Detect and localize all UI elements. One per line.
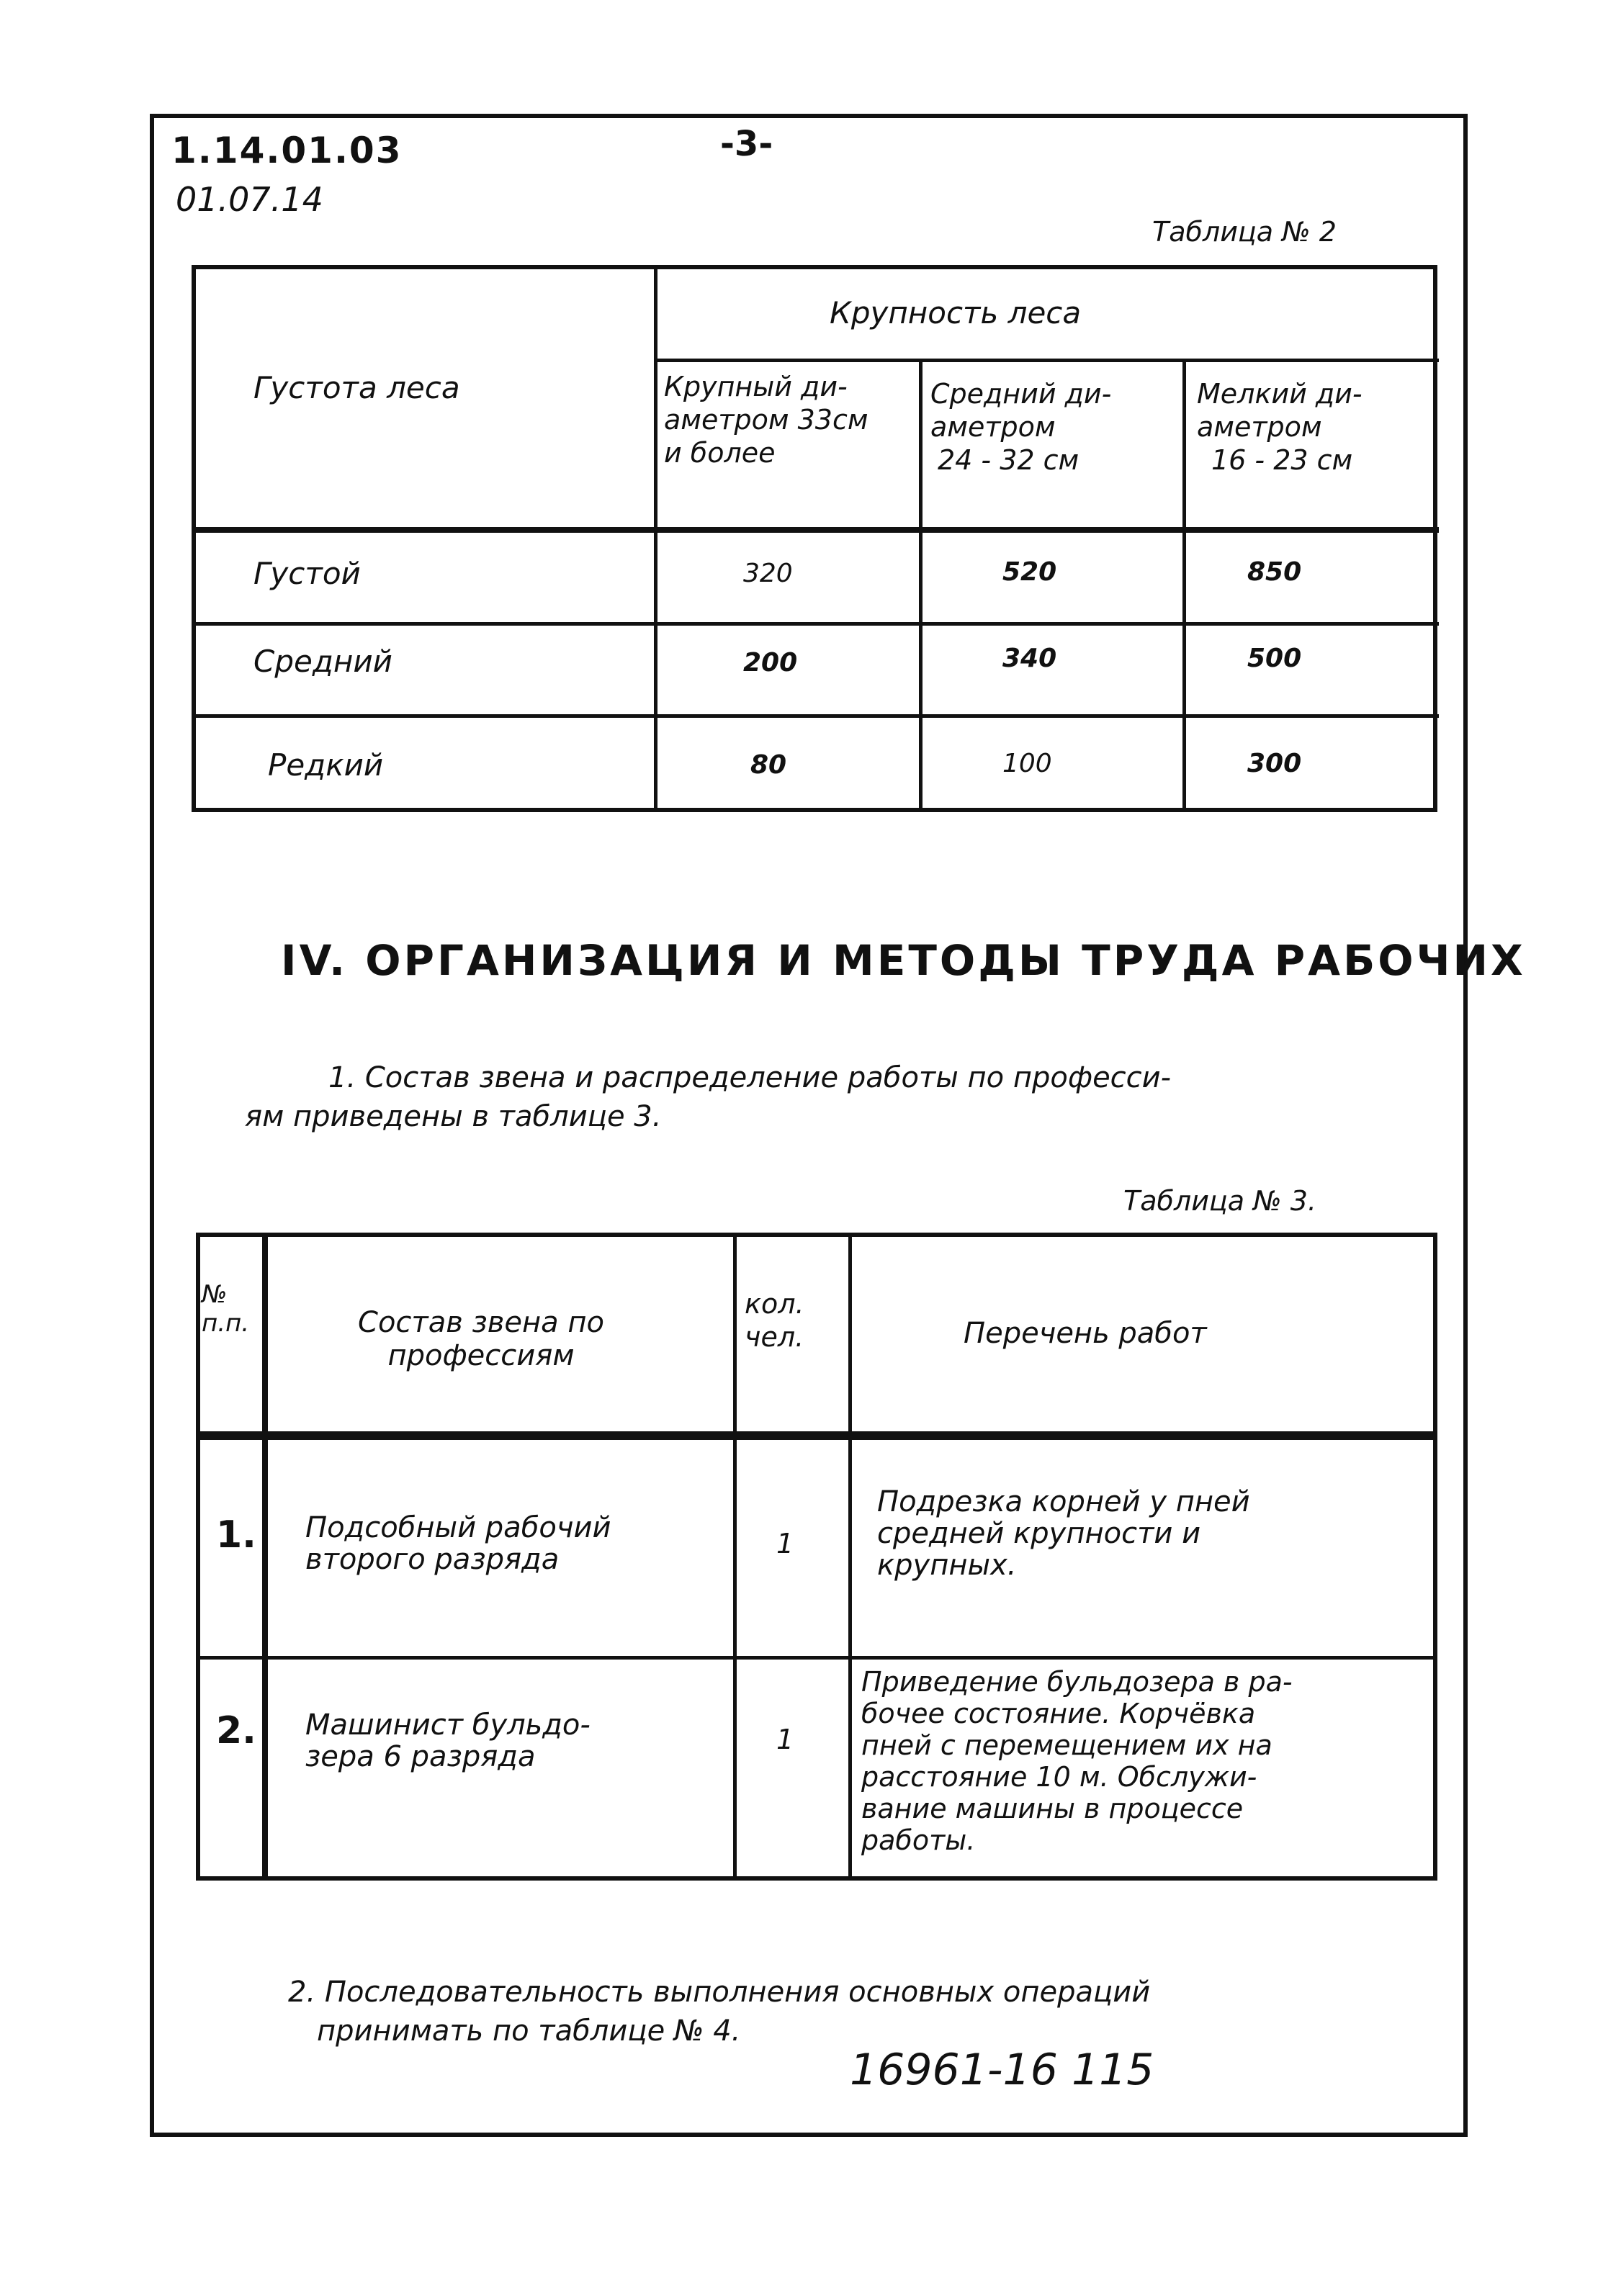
value-sparse-medium: 100 [1002,749,1052,778]
size-header: Крупность леса [830,295,1082,330]
density-header: Густота леса [253,370,460,405]
table2-caption: Таблица № 2 [1152,216,1337,248]
handwritten-number: 16961-16 115 [850,2045,1154,2095]
value-medium-large: 200 [743,648,798,677]
value-sparse-small: 300 [1247,749,1302,778]
column-header-large: Крупный ди- аметром 33см и более [664,371,868,469]
row-label-medium: Средний [253,644,392,679]
paragraph-2: 2. Последовательность выполнения основных операций принимать по таблице № 4. [288,1976,1151,2048]
table2 [192,265,1437,812]
document-code: 1.14.01.03 [171,130,403,171]
value-dense-large: 320 [743,559,793,588]
value-medium-medium: 340 [1002,644,1057,673]
value-dense-small: 850 [1247,557,1302,587]
row2-count: 1 [776,1724,794,1755]
header-works: Перечень работ [964,1317,1207,1350]
value-medium-small: 500 [1247,644,1302,673]
page-number: -3- [720,124,773,164]
row1-count: 1 [776,1528,794,1559]
header-crew: Состав звена по профессиям [358,1306,604,1372]
value-sparse-large: 80 [750,750,787,780]
table3-caption: Таблица № 3. [1123,1185,1317,1217]
row1-works: Подрезка корней у пней средней крупности и крупных. [877,1485,1250,1582]
column-header-small: Мелкий ди- аметром 16 - 23 см [1197,378,1363,476]
row-label-dense: Густой [253,556,361,591]
row2-number: 2. [216,1709,256,1752]
document-date: 01.07.14 [176,180,323,219]
header-number: № п.п. [202,1280,250,1338]
table3 [196,1233,1437,1881]
column-header-medium: Средний ди- аметром 24 - 32 см [930,378,1112,476]
value-dense-medium: 520 [1002,557,1057,587]
section-title: IV. ОРГАНИЗАЦИЯ И МЕТОДЫ ТРУДА РАБОЧИХ [281,936,1526,985]
header-count: кол. чел. [745,1288,804,1353]
row-label-sparse: Редкий [268,747,384,783]
row1-crew: Подсобный рабочий второго разряда [305,1511,611,1576]
row2-crew: Машинист бульдо- зера 6 разряда [305,1709,591,1773]
paragraph-1: 1. Состав звена и распределение работы по професси- ям приведены в таблице 3. [245,1061,1172,1133]
row2-works: Приведение бульдозера в ра- бочее состояние. Корчёвка пней с перемещением их на расстояние 10 м. Обслужи- вание машины в процессе работы. [861,1666,1293,1856]
row1-number: 1. [216,1513,256,1557]
